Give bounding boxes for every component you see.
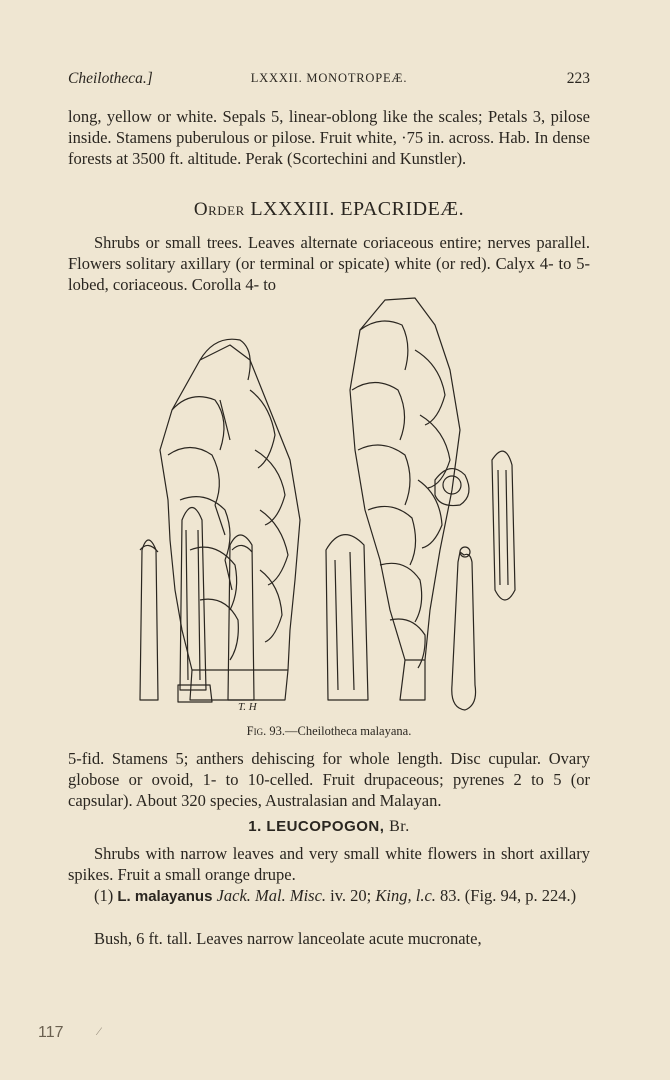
figure-caption	[68, 724, 590, 739]
species-ref2-loc: 83. (Fig. 94, p. 224.)	[440, 886, 577, 905]
running-head-center: LXXXII. MONOTROPEÆ.	[250, 71, 408, 85]
species-ref1-loc: iv. 20;	[330, 886, 372, 905]
genus-name: 1. LEUCOPOGON,	[248, 818, 385, 835]
order-prefix: Order	[193, 199, 245, 220]
species-ref1: Jack. Mal. Misc.	[216, 886, 327, 905]
pencil-mark: ⁄	[98, 1024, 101, 1038]
species-entry	[68, 885, 590, 907]
order-title: LXXXIII. EPACRIDEÆ.	[250, 198, 465, 220]
artist-initials: T. H	[238, 701, 257, 713]
botanical-illustration	[120, 290, 540, 720]
genus-author: Br.	[389, 818, 410, 835]
running-head-left: Cheilotheca.]	[68, 70, 153, 87]
figure-caption-text: —Cheilotheca malayana.	[284, 724, 412, 738]
order-paragraph-b: 5-fid. Stamens 5; anthers dehiscing for whole length. Disc cupular. Ovary globose or ovoid, 1- to 10-celled. Fruit drupaceous; pyrenes 2 to 5 (or capsular). About 320 species, Australasian and Malayan.	[68, 749, 590, 810]
species-ref2: King, l.c.	[375, 886, 436, 905]
species-paragraph: Bush, 6 ft. tall. Leaves narrow lanceolate acute mucronate,	[94, 929, 482, 948]
figure-label: Fig. 93.	[246, 724, 285, 738]
top-paragraph: long, yellow or white. Sepals 5, linear-oblong like the scales; Petals 3, pilose inside. Stamens puberulous or pilose. Fruit white, ·75 in. across. Hab. In dense forests at 3500 ft. altitude. Perak (Scortechini and Kunstler).	[68, 107, 590, 168]
margin-note: 117	[38, 1024, 64, 1041]
order-heading	[68, 198, 590, 221]
species-name: L. malayanus	[117, 888, 213, 905]
page-number: 223	[566, 70, 590, 87]
order-paragraph-a: Shrubs or small trees. Leaves alternate coriaceous entire; nerves parallel. Flowers solitary axillary (or terminal or spicate) white (or red). Calyx 4- to 5-lobed, coriaceous. Corolla 4- to	[68, 233, 590, 294]
running-head	[68, 70, 590, 92]
species-number: (1)	[94, 886, 114, 905]
genus-heading	[68, 818, 590, 836]
genus-paragraph: Shrubs with narrow leaves and very small white flowers in short axillary spikes. Fruit a small orange drupe.	[68, 844, 590, 884]
